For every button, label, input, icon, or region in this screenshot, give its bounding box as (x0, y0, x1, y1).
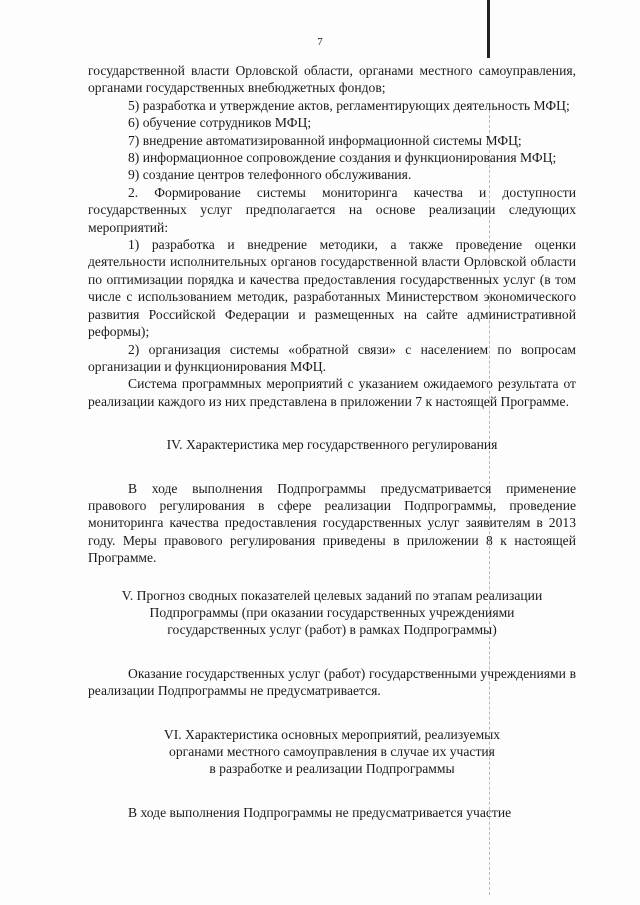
section-heading-5-line3: государственных услуг (работ) в рамках Подпрограммы) (167, 622, 497, 638)
section-heading-5-line2: Подпрограммы (при оказании государственных учреждениями (149, 604, 515, 620)
section-heading-6-line2: органами местного самоуправления в случае их участия (169, 744, 495, 759)
section-heading-4: IV. Характеристика мер государственного регулирования (166, 437, 498, 453)
list-item: 2) организация системы «обратной связи» с населением по вопросам организации и функционирования МФЦ. (88, 341, 576, 374)
list-item: 6) обучение сотрудников МФЦ; (128, 115, 312, 131)
section-5-body: Оказание государственных услуг (работ) государственными учреждениями в реализации Подпрограммы не предусматривается. (88, 665, 576, 699)
section-4-body: В ходе выполнения Подпрограммы предусматривается применение правового регулирования в сфере реализации Подпрограммы, проведение мониторинга качества предоставления государственных услуг заявителям в 2013 году. Меры правового регулирования приведены в приложении 8 к настоящей Программе. (88, 480, 576, 566)
binding-mark (487, 0, 490, 58)
list-item: 1) разработка и внедрение методики, а также проведение оценки деятельности исполнительных органов государственной власти Орловской области по оптимизации порядка и качества предоставления государственных услуг (в том числе с использованием методик, разработанных Министерством экономического развития Российской Федерации и размещенных на сайте административной реформы); (88, 237, 576, 340)
section-heading-5-line1: V. Прогноз сводных показателей целевых заданий по этапам реализации (121, 587, 543, 603)
list-item: 9) создание центров телефонного обслуживания. (128, 167, 412, 183)
paragraph: 2. Формирование системы мониторинга качества и доступности государственных услуг предполагается на основе реализации следующих мероприятий: (88, 184, 576, 235)
list-item: 8) информационное сопровождение создания и функционирования МФЦ; (128, 150, 557, 166)
list-item: 5) разработка и утверждение актов, регламентирующих деятельность МФЦ; (128, 97, 570, 113)
section-6-body: В ходе выполнения Подпрограммы не предусматривается участие (128, 804, 512, 820)
section-heading-6-line1: VI. Характеристика основных мероприятий, реализуемых (163, 726, 501, 742)
paragraph: Система программных мероприятий с указанием ожидаемого результата от реализации каждого из них представлена в приложении 7 к настоящей Программе. (88, 376, 576, 409)
paragraph: государственной власти Орловской области, органами местного самоуправления, органами государственных внебюджетных фондов; (88, 63, 576, 96)
document-body (88, 62, 576, 821)
list-item: 7) внедрение автоматизированной информационной системы МФЦ; (128, 132, 522, 148)
page-number: 7 (317, 36, 323, 48)
section-heading-6-line3: в разработке и реализации Подпрограммы (209, 761, 455, 777)
